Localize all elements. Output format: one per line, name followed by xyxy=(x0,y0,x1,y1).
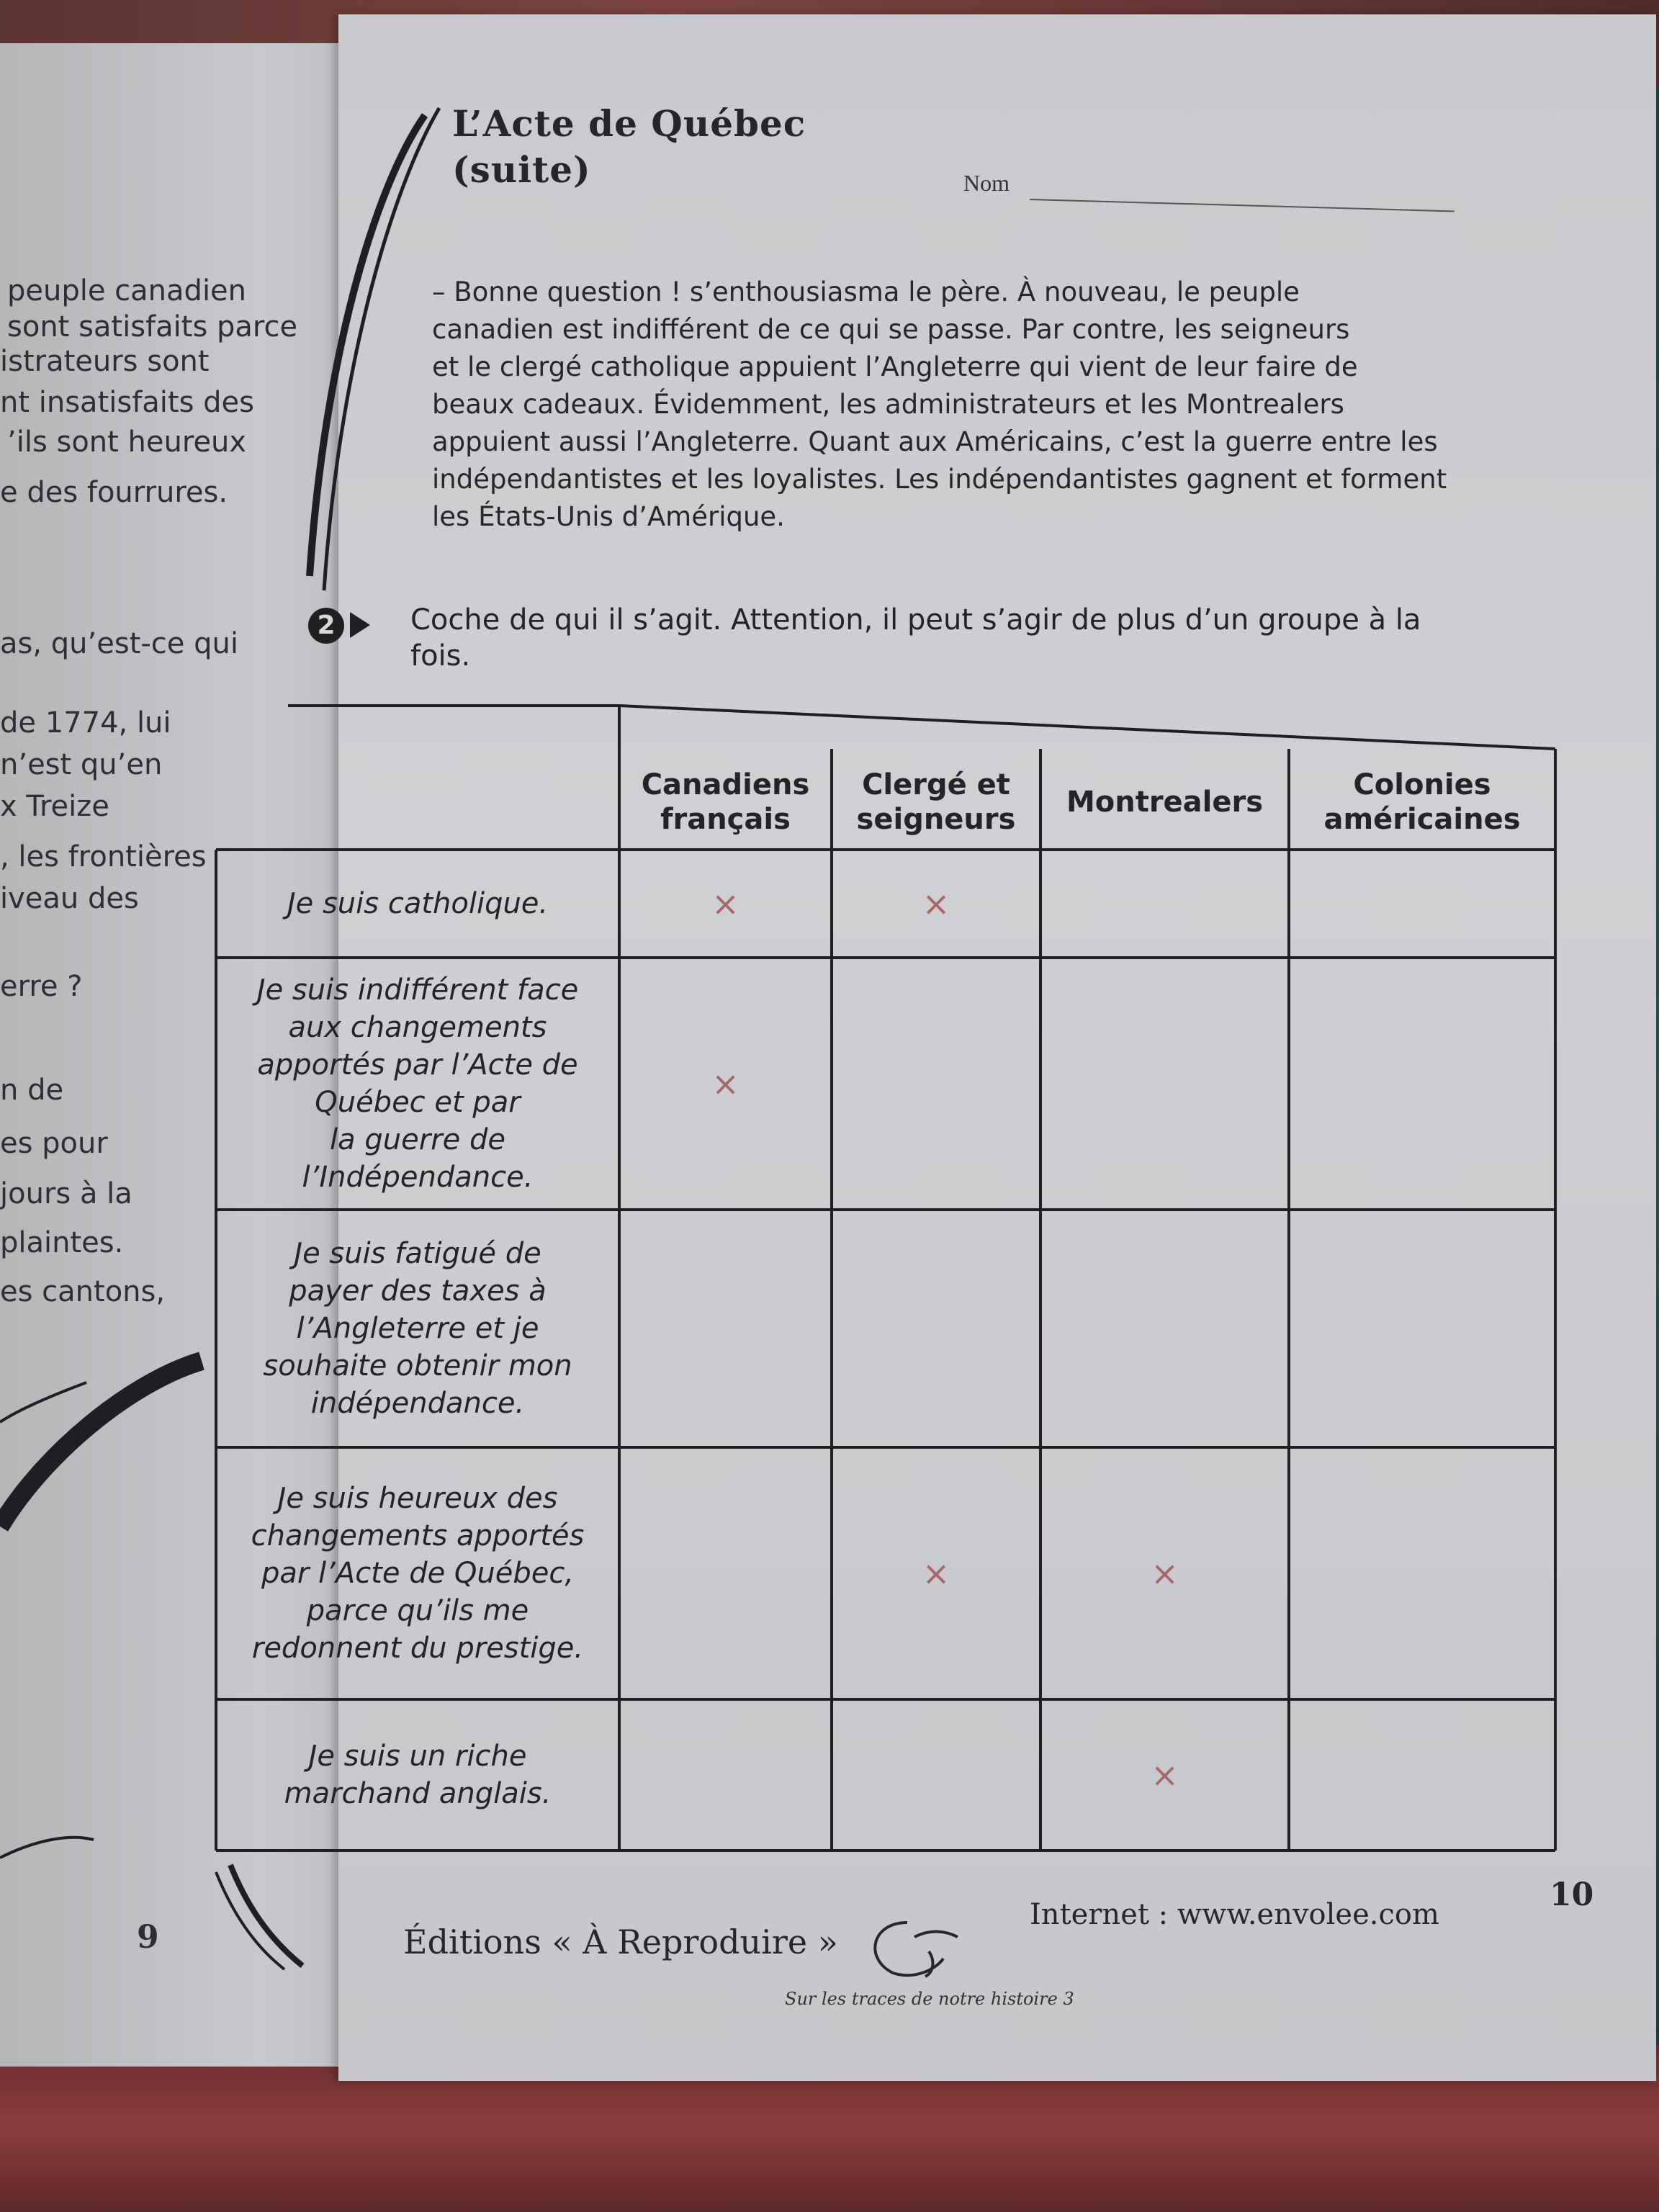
table-cell-checkbox[interactable] xyxy=(832,958,1040,1210)
table-cell-checkbox[interactable] xyxy=(1289,1210,1555,1447)
row-label-line: souhaite obtenir mon xyxy=(263,1349,572,1382)
table-header-top-border xyxy=(619,706,1555,749)
column-header-line: Clergé et xyxy=(862,768,1010,801)
table-cell-checkbox[interactable] xyxy=(1289,1447,1555,1699)
paragraph-line: – Bonne question ! s’enthousiasma le père. À nouveau, le peuple xyxy=(432,276,1300,307)
table-cell-checkbox[interactable] xyxy=(1289,850,1555,958)
table-cell-checkbox[interactable] xyxy=(619,850,832,958)
table-cell-checkbox[interactable] xyxy=(1040,850,1289,958)
question-line-2: fois. xyxy=(410,639,471,673)
row-label-line: redonnent du prestige. xyxy=(251,1632,584,1665)
row-label-line: indépendance. xyxy=(310,1387,525,1420)
row-label-line: l’Angleterre et je xyxy=(296,1312,539,1345)
envolee-logo-icon xyxy=(857,1908,965,1987)
left-page-line: ’ils sont heureux xyxy=(7,426,247,459)
left-page-line: sont satisfaits parce xyxy=(7,310,298,343)
row-label-line: par l’Acte de Québec, xyxy=(261,1557,575,1590)
row-label-line: Je suis fatigué de xyxy=(294,1237,541,1270)
paragraph-line: indépendantistes et les loyalistes. Les indépendantistes gagnent et forment xyxy=(432,464,1447,495)
table-cell-checkbox[interactable] xyxy=(1289,958,1555,1210)
row-label-line: Je suis heureux des xyxy=(277,1482,558,1515)
left-page-line: es cantons, xyxy=(0,1275,166,1308)
column-header-line: seigneurs xyxy=(856,803,1016,836)
series-title: Sur les traces de notre histoire 3 xyxy=(785,1989,1074,2009)
row-label xyxy=(216,971,619,1196)
left-page-line: n de xyxy=(0,1074,64,1107)
check-mark-icon: × xyxy=(711,884,739,923)
left-page-line: iveau des xyxy=(0,882,139,915)
publisher-name: Éditions « À Reproduire » xyxy=(403,1923,838,1961)
title-line-2: (suite) xyxy=(452,148,591,191)
row-label-line: aux changements xyxy=(288,1011,547,1044)
check-mark-icon: × xyxy=(711,1064,739,1103)
row-label xyxy=(216,1235,619,1422)
row-label-line: l’Indépendance. xyxy=(302,1161,534,1194)
table-cell-checkbox[interactable] xyxy=(832,1699,1040,1851)
table-cell-checkbox[interactable] xyxy=(1289,1699,1555,1851)
column-header-line: américaines xyxy=(1323,803,1521,836)
left-page-line: e des fourrures. xyxy=(0,476,228,509)
column-header xyxy=(619,768,832,837)
paragraph-line: appuient aussi l’Angleterre. Quant aux Américains, c’est la guerre entre les xyxy=(432,426,1438,457)
column-header-line: Canadiens xyxy=(641,768,810,801)
page-number-right: 10 xyxy=(1550,1876,1594,1913)
check-mark-icon: × xyxy=(922,884,950,923)
question-line-1: Coche de qui il s’agit. Attention, il peut s’agir de plus d’un groupe à la xyxy=(410,603,1421,637)
paragraph-line: canadien est indifférent de ce qui se passe. Par contre, les seigneurs xyxy=(432,314,1350,345)
row-label-line: la guerre de xyxy=(330,1123,505,1156)
table-cell-checkbox[interactable] xyxy=(832,1447,1040,1699)
table-cell-checkbox[interactable] xyxy=(619,958,832,1210)
table-cell-checkbox[interactable] xyxy=(1040,1210,1289,1447)
left-page-line: nt insatisfaits des xyxy=(0,386,254,419)
column-header xyxy=(1289,768,1555,837)
left-page-line: de 1774, lui xyxy=(0,706,171,739)
row-label-line: marchand anglais. xyxy=(284,1777,552,1810)
left-page-line: es pour xyxy=(0,1127,108,1160)
left-page-line: peuple canadien xyxy=(7,274,247,307)
table-cell-checkbox[interactable] xyxy=(832,850,1040,958)
left-page-line: istrateurs sont xyxy=(0,345,210,378)
paragraph-line: et le clergé catholique appuient l’Angleterre qui vient de leur faire de xyxy=(432,351,1358,382)
row-label-line: Je suis un riche xyxy=(308,1740,527,1773)
left-page-line: plaintes. xyxy=(0,1226,124,1259)
column-header-line: Colonies xyxy=(1353,768,1491,801)
table-cell-checkbox[interactable] xyxy=(619,1699,832,1851)
row-label-line: payer des taxes à xyxy=(289,1274,547,1308)
table-cell-checkbox[interactable] xyxy=(619,1210,832,1447)
website-link[interactable]: Internet : www.envolee.com xyxy=(1030,1898,1439,1931)
left-page-line: jours à la xyxy=(0,1177,132,1210)
page-number-left: 9 xyxy=(137,1919,159,1956)
row-label-line: apportés par l’Acte de xyxy=(257,1048,578,1082)
row-label-line: Je suis catholique. xyxy=(287,887,549,920)
left-page-line: erre ? xyxy=(0,970,83,1003)
table-cell-checkbox[interactable] xyxy=(1040,958,1289,1210)
table-cell-checkbox[interactable] xyxy=(619,1447,832,1699)
column-header-line: français xyxy=(660,803,791,836)
row-label-line: Je suis indifférent face xyxy=(256,974,579,1007)
check-mark-icon: × xyxy=(1151,1554,1179,1593)
paragraph-line: les États-Unis d’Amérique. xyxy=(432,501,785,532)
table-cell-checkbox[interactable] xyxy=(1040,1699,1289,1851)
row-label xyxy=(216,1480,619,1667)
title-line-1: L’Acte de Québec xyxy=(452,102,806,145)
left-page-line: , les frontières xyxy=(0,840,207,873)
row-label xyxy=(216,1737,619,1812)
check-mark-icon: × xyxy=(1151,1755,1179,1794)
column-header xyxy=(832,768,1040,837)
question-number-badge: 2 xyxy=(308,608,344,644)
left-page-line: n’est qu’en xyxy=(0,748,163,781)
row-label xyxy=(216,885,619,922)
row-label-line: changements apportés xyxy=(251,1519,585,1552)
row-label-line: parce qu’ils me xyxy=(306,1594,529,1627)
paragraph-line: beaux cadeaux. Évidemment, les administrateurs et les Montrealers xyxy=(432,389,1344,420)
column-header xyxy=(1040,785,1289,819)
left-page-line: x Treize xyxy=(0,790,109,823)
check-mark-icon: × xyxy=(922,1554,950,1593)
row-label-line: Québec et par xyxy=(315,1086,521,1119)
name-label: Nom xyxy=(963,170,1010,196)
left-page-line: as, qu’est-ce qui xyxy=(0,627,238,660)
column-header-line: Montrealers xyxy=(1066,786,1264,819)
table-cell-checkbox[interactable] xyxy=(832,1210,1040,1447)
table-cell-checkbox[interactable] xyxy=(1040,1447,1289,1699)
